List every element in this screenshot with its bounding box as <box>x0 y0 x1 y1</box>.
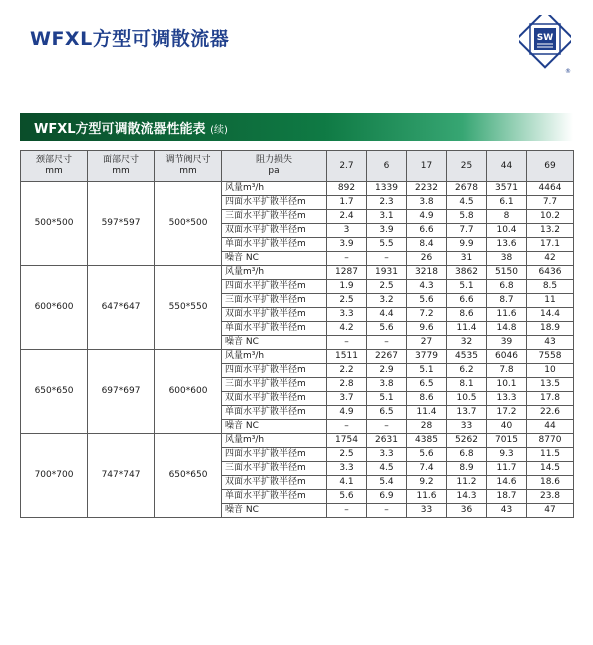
value-cell: 5150 <box>487 266 527 280</box>
value-cell: 10.1 <box>487 378 527 392</box>
value-cell: 9.3 <box>487 448 527 462</box>
value-cell: 5.6 <box>407 448 447 462</box>
header-pressure: 2.7 <box>327 151 367 182</box>
value-cell: 1931 <box>367 266 407 280</box>
value-cell: 3218 <box>407 266 447 280</box>
value-cell: 4.5 <box>367 462 407 476</box>
header-damper-size: 调节阀尺寸 mm <box>155 151 222 182</box>
value-cell: 2.8 <box>327 378 367 392</box>
value-cell: 6.6 <box>407 224 447 238</box>
value-cell: 8.9 <box>447 462 487 476</box>
company-logo-icon <box>519 15 571 75</box>
param-label-cell: 风量m³/h <box>222 350 327 364</box>
param-label-cell: 双面水平扩散半径m <box>222 392 327 406</box>
value-cell: 9.9 <box>447 238 487 252</box>
value-cell: – <box>327 252 367 266</box>
damper-size-cell: 500*500 <box>155 182 222 266</box>
value-cell: 4.4 <box>367 308 407 322</box>
page-title: WFXL方型可调散流器 <box>30 28 230 50</box>
value-cell: 7015 <box>487 434 527 448</box>
value-cell: 3.2 <box>367 294 407 308</box>
header-pressure: 25 <box>447 151 487 182</box>
face-size-cell: 647*647 <box>88 266 155 350</box>
value-cell: 2.5 <box>327 294 367 308</box>
value-cell: 6.5 <box>407 378 447 392</box>
value-cell: – <box>327 336 367 350</box>
value-cell: 2232 <box>407 182 447 196</box>
value-cell: 3.7 <box>327 392 367 406</box>
value-cell: 6.9 <box>367 490 407 504</box>
value-cell: 18.7 <box>487 490 527 504</box>
value-cell: 5.6 <box>367 322 407 336</box>
neck-size-cell: 600*600 <box>21 266 88 350</box>
value-cell: 11.4 <box>447 322 487 336</box>
param-label-cell: 四面水平扩散半径m <box>222 196 327 210</box>
value-cell: 40 <box>487 420 527 434</box>
value-cell: 3.8 <box>407 196 447 210</box>
value-cell: 11 <box>527 294 574 308</box>
face-size-cell: 597*597 <box>88 182 155 266</box>
value-cell: 2.9 <box>367 364 407 378</box>
value-cell: 14.8 <box>487 322 527 336</box>
value-cell: 13.2 <box>527 224 574 238</box>
value-cell: 7.4 <box>407 462 447 476</box>
value-cell: 1754 <box>327 434 367 448</box>
param-label-cell: 单面水平扩散半径m <box>222 238 327 252</box>
value-cell: 9.6 <box>407 322 447 336</box>
value-cell: 3 <box>327 224 367 238</box>
value-cell: 8 <box>487 210 527 224</box>
face-size-cell: 697*697 <box>88 350 155 434</box>
value-cell: – <box>327 420 367 434</box>
param-label-cell: 双面水平扩散半径m <box>222 308 327 322</box>
value-cell: 3571 <box>487 182 527 196</box>
param-label-cell: 风量m³/h <box>222 434 327 448</box>
value-cell: 6.8 <box>487 280 527 294</box>
value-cell: 13.6 <box>487 238 527 252</box>
neck-size-cell: 700*700 <box>21 434 88 518</box>
value-cell: 14.6 <box>487 476 527 490</box>
value-cell: 8.7 <box>487 294 527 308</box>
value-cell: 13.3 <box>487 392 527 406</box>
table-body <box>21 182 574 518</box>
value-cell: 14.5 <box>527 462 574 476</box>
value-cell: 47 <box>527 504 574 518</box>
param-label-cell: 三面水平扩散半径m <box>222 294 327 308</box>
value-cell: 4.9 <box>327 406 367 420</box>
value-cell: 31 <box>447 252 487 266</box>
value-cell: 3.8 <box>367 378 407 392</box>
value-cell: 7.7 <box>527 196 574 210</box>
logo-text: SW <box>536 33 554 43</box>
value-cell: 10.2 <box>527 210 574 224</box>
section-banner <box>20 113 573 141</box>
value-cell: 8770 <box>527 434 574 448</box>
value-cell: 44 <box>527 420 574 434</box>
table-row <box>21 266 574 280</box>
value-cell: 1287 <box>327 266 367 280</box>
value-cell: 4464 <box>527 182 574 196</box>
param-label-cell: 噪音 NC <box>222 420 327 434</box>
value-cell: 14.4 <box>527 308 574 322</box>
value-cell: 11.5 <box>527 448 574 462</box>
value-cell: 22.6 <box>527 406 574 420</box>
value-cell: 6046 <box>487 350 527 364</box>
value-cell: 42 <box>527 252 574 266</box>
value-cell: 4.9 <box>407 210 447 224</box>
damper-size-cell: 650*650 <box>155 434 222 518</box>
param-label-cell: 单面水平扩散半径m <box>222 406 327 420</box>
param-label-cell: 四面水平扩散半径m <box>222 448 327 462</box>
value-cell: – <box>327 504 367 518</box>
value-cell: 2678 <box>447 182 487 196</box>
value-cell: 4.3 <box>407 280 447 294</box>
value-cell: 18.9 <box>527 322 574 336</box>
value-cell: 3862 <box>447 266 487 280</box>
value-cell: – <box>367 252 407 266</box>
header-resistance: 阻力损失 pa <box>222 151 327 182</box>
value-cell: 7.2 <box>407 308 447 322</box>
value-cell: 10.4 <box>487 224 527 238</box>
value-cell: 8.6 <box>447 308 487 322</box>
value-cell: 17.1 <box>527 238 574 252</box>
damper-size-cell: 550*550 <box>155 266 222 350</box>
value-cell: 3.3 <box>327 308 367 322</box>
value-cell: 2631 <box>367 434 407 448</box>
value-cell: 4.5 <box>447 196 487 210</box>
value-cell: 8.4 <box>407 238 447 252</box>
value-cell: 5.8 <box>447 210 487 224</box>
value-cell: 6.5 <box>367 406 407 420</box>
value-cell: 38 <box>487 252 527 266</box>
neck-size-cell: 500*500 <box>21 182 88 266</box>
value-cell: – <box>367 336 407 350</box>
table-row <box>21 434 574 448</box>
value-cell: 3.9 <box>327 238 367 252</box>
table-row <box>21 350 574 364</box>
value-cell: 6.2 <box>447 364 487 378</box>
value-cell: 5.5 <box>367 238 407 252</box>
value-cell: 2.5 <box>367 280 407 294</box>
param-label-cell: 四面水平扩散半径m <box>222 364 327 378</box>
value-cell: 2.2 <box>327 364 367 378</box>
value-cell: 9.2 <box>407 476 447 490</box>
face-size-cell: 747*747 <box>88 434 155 518</box>
value-cell: 4.2 <box>327 322 367 336</box>
param-label-cell: 风量m³/h <box>222 182 327 196</box>
value-cell: 8.6 <box>407 392 447 406</box>
value-cell: 6436 <box>527 266 574 280</box>
header-pressure: 44 <box>487 151 527 182</box>
table-row <box>21 182 574 196</box>
value-cell: 26 <box>407 252 447 266</box>
value-cell: – <box>367 504 407 518</box>
value-cell: 43 <box>487 504 527 518</box>
value-cell: 3.3 <box>327 462 367 476</box>
value-cell: 1.9 <box>327 280 367 294</box>
header-pressure: 69 <box>527 151 574 182</box>
value-cell: 5.4 <box>367 476 407 490</box>
value-cell: 1511 <box>327 350 367 364</box>
value-cell: 6.6 <box>447 294 487 308</box>
value-cell: 43 <box>527 336 574 350</box>
value-cell: 4535 <box>447 350 487 364</box>
value-cell: 33 <box>407 504 447 518</box>
value-cell: 13.7 <box>447 406 487 420</box>
param-label-cell: 噪音 NC <box>222 336 327 350</box>
value-cell: 11.4 <box>407 406 447 420</box>
param-label-cell: 双面水平扩散半径m <box>222 224 327 238</box>
value-cell: 2.4 <box>327 210 367 224</box>
value-cell: 36 <box>447 504 487 518</box>
header-face-size: 面部尺寸 mm <box>88 151 155 182</box>
param-label-cell: 单面水平扩散半径m <box>222 322 327 336</box>
value-cell: 7.7 <box>447 224 487 238</box>
value-cell: 5.6 <box>327 490 367 504</box>
param-label-cell: 三面水平扩散半径m <box>222 378 327 392</box>
section-title: WFXL方型可调散流器性能表 (续) <box>34 122 228 137</box>
neck-size-cell: 650*650 <box>21 350 88 434</box>
damper-size-cell: 600*600 <box>155 350 222 434</box>
table-header-row <box>21 151 574 182</box>
value-cell: 2.5 <box>327 448 367 462</box>
value-cell: 5.6 <box>407 294 447 308</box>
value-cell: 10 <box>527 364 574 378</box>
value-cell: 3779 <box>407 350 447 364</box>
performance-table <box>20 150 574 518</box>
value-cell: 2.3 <box>367 196 407 210</box>
header-neck-size: 颈部尺寸 mm <box>21 151 88 182</box>
value-cell: 23.8 <box>527 490 574 504</box>
value-cell: 7.8 <box>487 364 527 378</box>
param-label-cell: 双面水平扩散半径m <box>222 476 327 490</box>
value-cell: 33 <box>447 420 487 434</box>
value-cell: 14.3 <box>447 490 487 504</box>
value-cell: 10.5 <box>447 392 487 406</box>
value-cell: 4.1 <box>327 476 367 490</box>
value-cell: 32 <box>447 336 487 350</box>
value-cell: 11.6 <box>407 490 447 504</box>
value-cell: 6.8 <box>447 448 487 462</box>
value-cell: 5.1 <box>447 280 487 294</box>
value-cell: 3.3 <box>367 448 407 462</box>
header-pressure: 6 <box>367 151 407 182</box>
value-cell: 3.1 <box>367 210 407 224</box>
value-cell: 4385 <box>407 434 447 448</box>
value-cell: 13.5 <box>527 378 574 392</box>
registered-mark: ® <box>565 68 571 75</box>
value-cell: 8.1 <box>447 378 487 392</box>
param-label-cell: 三面水平扩散半径m <box>222 210 327 224</box>
value-cell: 39 <box>487 336 527 350</box>
value-cell: 8.5 <box>527 280 574 294</box>
header-pressure: 17 <box>407 151 447 182</box>
value-cell: 18.6 <box>527 476 574 490</box>
value-cell: 11.6 <box>487 308 527 322</box>
param-label-cell: 三面水平扩散半径m <box>222 462 327 476</box>
value-cell: 5262 <box>447 434 487 448</box>
param-label-cell: 四面水平扩散半径m <box>222 280 327 294</box>
param-label-cell: 风量m³/h <box>222 266 327 280</box>
value-cell: – <box>367 420 407 434</box>
value-cell: 17.8 <box>527 392 574 406</box>
value-cell: 28 <box>407 420 447 434</box>
value-cell: 17.2 <box>487 406 527 420</box>
value-cell: 5.1 <box>367 392 407 406</box>
value-cell: 6.1 <box>487 196 527 210</box>
value-cell: 7558 <box>527 350 574 364</box>
param-label-cell: 噪音 NC <box>222 504 327 518</box>
value-cell: 5.1 <box>407 364 447 378</box>
section-suffix: (续) <box>210 125 228 136</box>
value-cell: 1339 <box>367 182 407 196</box>
value-cell: 11.7 <box>487 462 527 476</box>
value-cell: 3.9 <box>367 224 407 238</box>
param-label-cell: 单面水平扩散半径m <box>222 490 327 504</box>
value-cell: 2267 <box>367 350 407 364</box>
value-cell: 892 <box>327 182 367 196</box>
value-cell: 1.7 <box>327 196 367 210</box>
value-cell: 27 <box>407 336 447 350</box>
value-cell: 11.2 <box>447 476 487 490</box>
param-label-cell: 噪音 NC <box>222 252 327 266</box>
